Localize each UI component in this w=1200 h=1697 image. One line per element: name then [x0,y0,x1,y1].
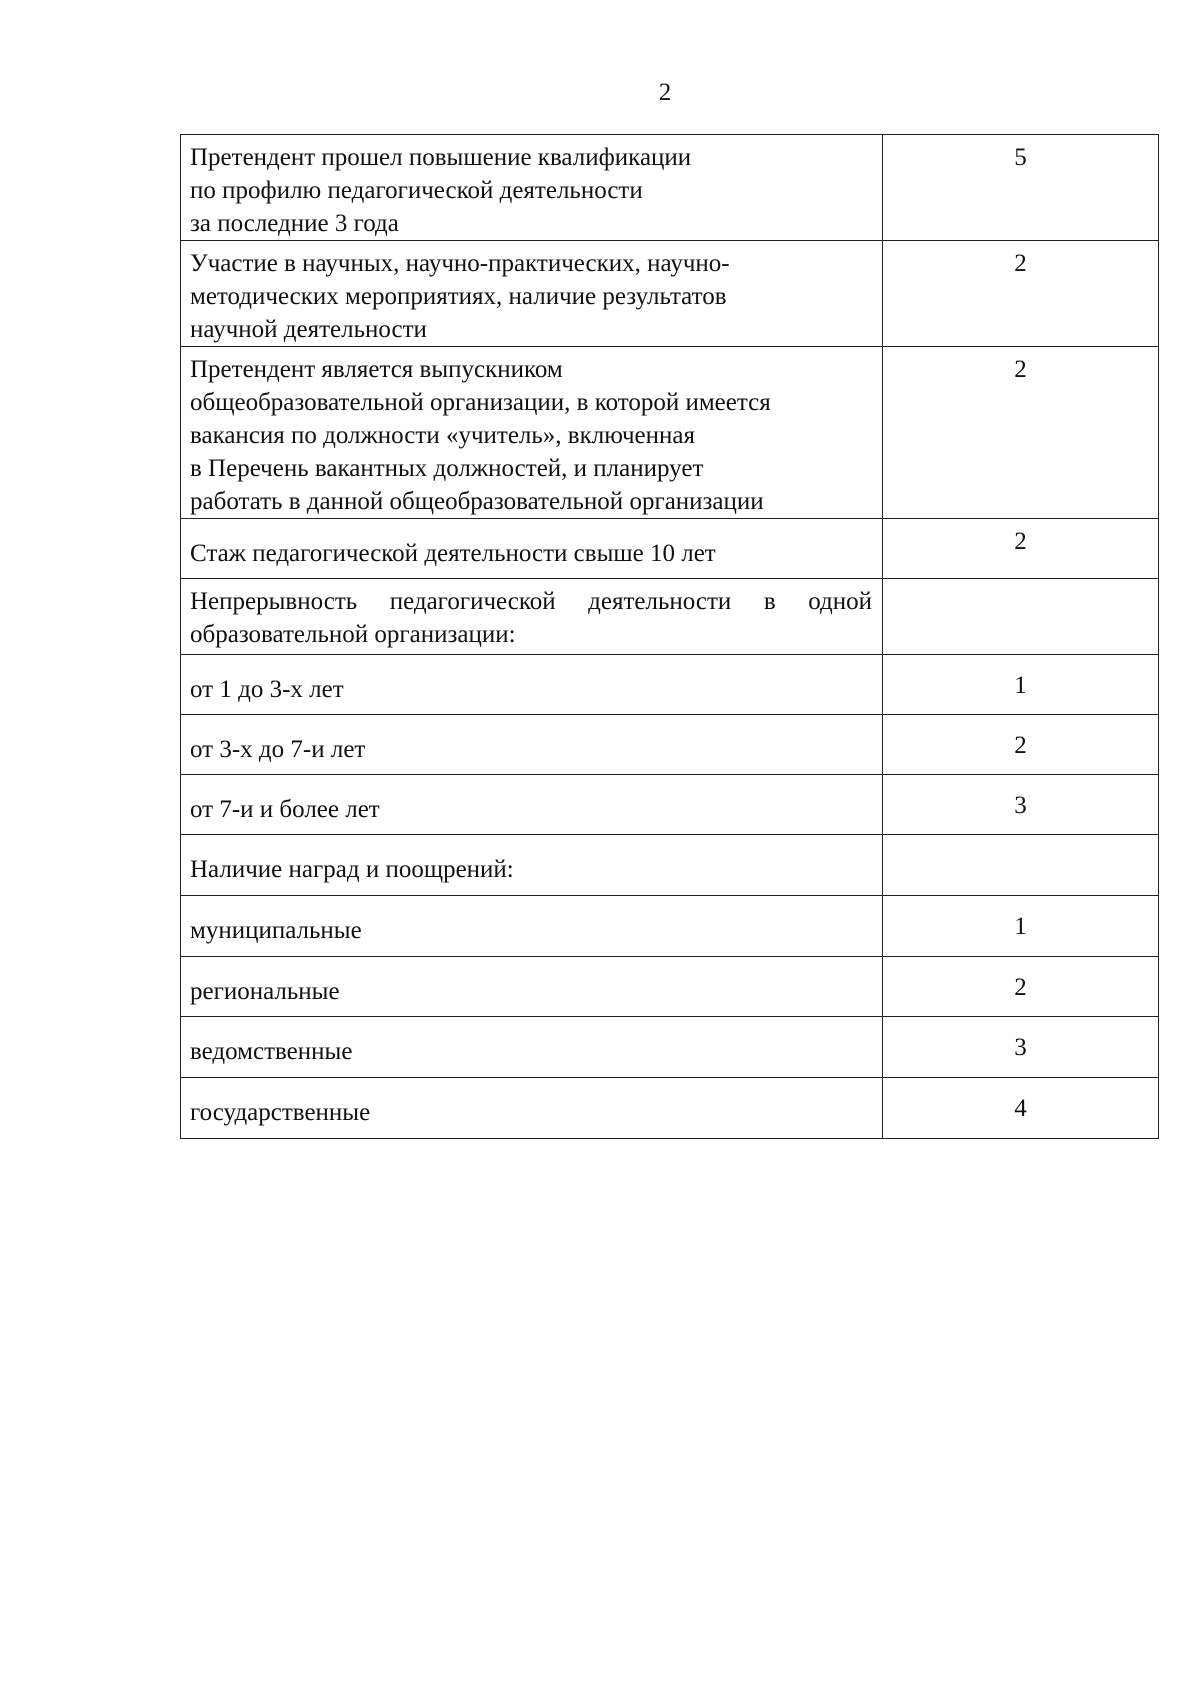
criterion-text: от 7-и и более лет [190,796,380,823]
table-row [181,347,1159,519]
criterion-text: общеобразовательной организации, в которой имеется [190,389,771,416]
criterion-text: Претендент является выпускником [190,356,563,383]
criterion-cell [181,655,883,715]
criterion-text: ведомственные [190,1038,353,1065]
points-cell: 3 [883,1017,1159,1078]
table-row [181,1078,1159,1139]
criterion-text: государственные [190,1099,371,1126]
criterion-cell [181,1078,883,1139]
points-cell: 2 [883,519,1159,579]
table-row [181,135,1159,241]
criteria-table [180,134,1159,1139]
criterion-cell [181,347,883,519]
criterion-text: за последние 3 года [190,210,399,237]
criterion-text: Претендент прошел повышение квалификации [190,144,692,171]
criterion-cell [181,241,883,347]
criterion-text: Участие в научных, научно-практических, научно- [190,250,730,277]
table-row [181,579,1159,655]
table-row [181,957,1159,1017]
table-row [181,241,1159,347]
criterion-text: муниципальные [190,917,362,944]
table-row [181,835,1159,896]
criterion-text: научной деятельности [190,316,427,343]
table-row [181,1017,1159,1078]
criterion-text: региональные [190,978,340,1005]
points-cell: 4 [883,1078,1159,1139]
criterion-text: от 1 до 3-х лет [190,676,344,703]
criterion-text: Наличие наград и поощрений: [190,856,514,883]
points-cell: 3 [883,775,1159,835]
criterion-text: от 3-х до 7-и лет [190,736,366,763]
criterion-cell [181,835,883,896]
table-row [181,715,1159,775]
criterion-cell [181,519,883,579]
criterion-cell [181,775,883,835]
page-number: 2 [658,79,672,106]
criterion-text: работать в данной общеобразовательной организации [190,488,764,515]
criterion-cell [181,896,883,957]
criterion-text: в Перечень вакантных должностей, и планирует [190,455,704,482]
points-cell [883,835,1159,896]
points-cell: 2 [883,715,1159,775]
criterion-text: Стаж педагогической деятельности свыше 10 лет [190,540,716,567]
points-cell: 5 [883,135,1159,241]
criterion-text: методических мероприятиях, наличие результатов [190,283,727,310]
criterion-cell [181,579,883,655]
criterion-cell [181,715,883,775]
table-row [181,655,1159,715]
criterion-cell [181,957,883,1017]
criterion-cell [181,135,883,241]
points-cell: 2 [883,347,1159,519]
criterion-cell [181,1017,883,1078]
points-cell: 1 [883,655,1159,715]
criterion-text: вакансия по должности «учитель», включенная [190,422,695,449]
criterion-text: по профилю педагогической деятельности [190,177,643,204]
points-cell: 2 [883,241,1159,347]
table-row [181,896,1159,957]
table-row [181,519,1159,579]
points-cell [883,579,1159,655]
points-cell: 1 [883,896,1159,957]
points-cell: 2 [883,957,1159,1017]
criterion-text: Непрерывность педагогической деятельности в одной образовательной организации: [190,588,872,648]
table-row [181,775,1159,835]
